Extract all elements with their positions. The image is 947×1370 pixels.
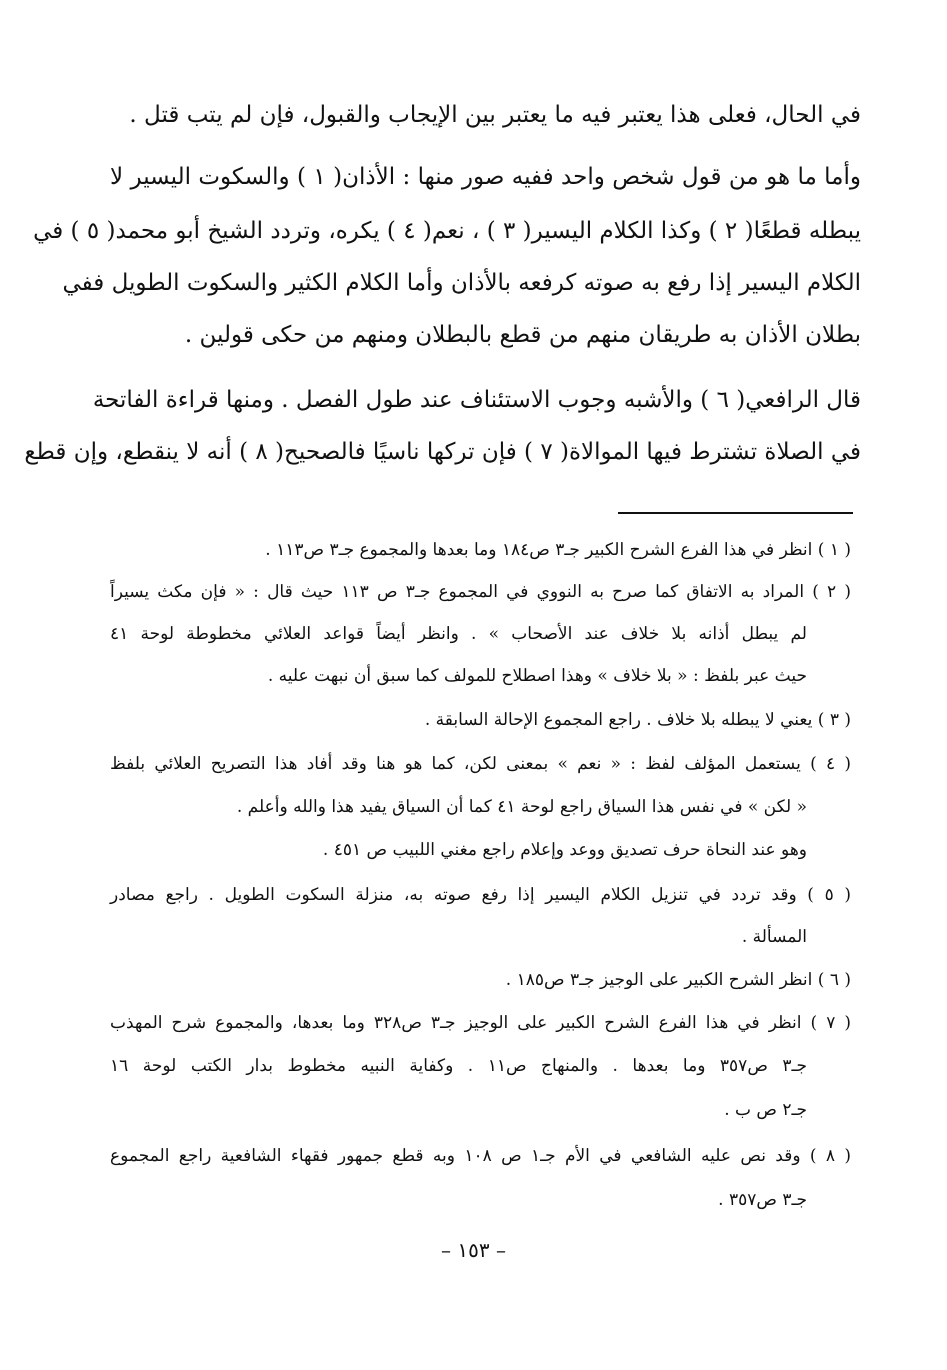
footnote-line: « لكن » في نفس هذا السياق راجع لوحة ٤١ كما أن السياق يفيد هذا والله وأعلم . bbox=[236, 797, 807, 817]
footnote-line: وهو عند النحاة حرف تصديق ووعد وإعلام راجع مغني اللبيب ص ٤٥١ . bbox=[322, 840, 807, 860]
footnote-separator bbox=[618, 512, 853, 514]
footnote-line: جـ٢ ص ب . bbox=[724, 1100, 807, 1120]
footnote-line: ( ٥ ) وقد تردد في تنزيل الكلام اليسير إذا رفع صوته به، منزلة السكوت الطويل . راجع مصادر bbox=[110, 885, 851, 905]
footnote-line: حيث عبر بلفظ : « بلا خلاف » وهذا اصطلاح للمولف كما سبق أن نبهت عليه . bbox=[267, 666, 807, 686]
body-line: قال الرافعي( ٦ ) والأشبه وجوب الاستئناف عند طول الفصل . ومنها قراءة الفاتحة bbox=[92, 387, 861, 413]
footnote-line: ( ٨ ) وقد نص عليه الشافعي في الأم جـ١ ص ١٠٨ وبه قطع جمهور فقهاء الشافعية راجع المجموع bbox=[110, 1146, 851, 1166]
footnote-line: ( ٢ ) المراد به الاتفاق كما صرح به النووي في المجموع جـ٣ ص ١١٣ حيث قال : « فإن مكث يسيراً bbox=[110, 582, 851, 602]
footnote-line: جـ٣ ص٣٥٧ . bbox=[718, 1190, 807, 1210]
footnote-line: ( ٦ ) انظر الشرح الكبير على الوجيز جـ٣ ص١٨٥ . bbox=[505, 970, 851, 990]
footnote-line: ( ٧ ) انظر في هذا الفرع الشرح الكبير على الوجيز جـ٣ ص٣٢٨ وما بعدها، والمجموع شرح المهذب bbox=[110, 1013, 851, 1033]
body-line: في الصلاة تشترط فيها الموالاة( ٧ ) فإن تركها ناسيًا فالصحيح( ٨ ) أنه لا ينقطع، وإن قطع bbox=[24, 439, 861, 465]
footnote-line: جـ٣ ص٣٥٧ وما بعدها . والمنهاج ص١١ . وكفاية النبيه مخطوط بدار الكتب لوحة ١٦ bbox=[110, 1056, 807, 1076]
footnote-line: ( ٤ ) يستعمل المؤلف لفظ : « نعم » بمعنى لكن، كما هو هنا وقد أفاد هذا التصريح العلائي بلفظ bbox=[110, 754, 851, 774]
footnote-line: ( ٣ ) يعني لا يبطله بلا خلاف . راجع المجموع الإحالة السابقة . bbox=[424, 710, 851, 730]
footnote-line: ( ١ ) انظر في هذا الفرع الشرح الكبير جـ٣ ص١٨٤ وما بعدها والمجموع جـ٣ ص١١٣ . bbox=[265, 540, 851, 560]
body-line: وأما ما هو من قول شخص واحد ففيه صور منها : الأذان( ١ ) والسكوت اليسير لا bbox=[110, 164, 861, 190]
body-line: بطلان الأذان به طريقان منهم من قطع بالبطلان ومنهم من حكى قولين . bbox=[184, 322, 861, 348]
body-line: في الحال، فعلى هذا يعتبر فيه ما يعتبر بين الإيجاب والقبول، فإن لم يتب قتل . bbox=[129, 102, 861, 128]
body-line: يبطله قطعًا( ٢ ) وكذا الكلام اليسير( ٣ ) ، نعم( ٤ ) يكره، وتردد الشيخ أبو محمد( ٥ ) في bbox=[33, 218, 861, 244]
footnote-line: المسألة . bbox=[741, 927, 807, 947]
page-number: – ١٥٣ – bbox=[441, 1238, 506, 1262]
body-line: الكلام اليسير إذا رفع به صوته كرفعه بالأذان وأما الكلام الكثير والسكوت الطويل ففي bbox=[62, 270, 861, 296]
footnote-line: لم يبطل أذانه بلا خلاف عند الأصحاب » . وانظر أيضاً قواعد العلائي مخطوطة لوحة ٤١ bbox=[110, 624, 807, 644]
